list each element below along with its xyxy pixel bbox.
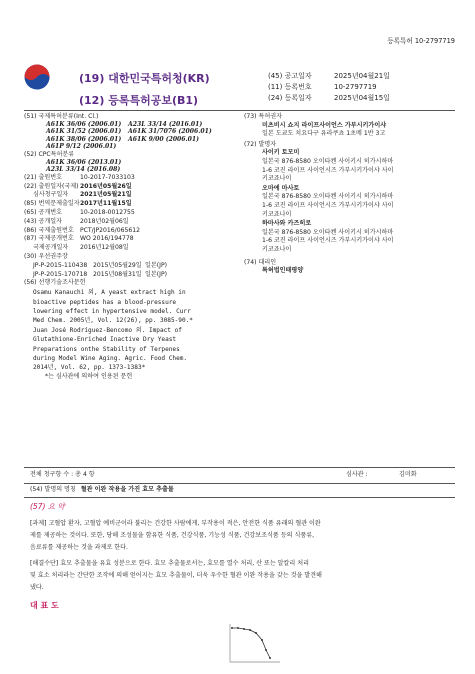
info-label: (45) 공고일자 (268, 72, 312, 80)
info-value: 2025년04월15일 (334, 94, 390, 102)
info-label: (11) 등록번호 (268, 83, 312, 91)
priority-label: (30) 우선권주장 (24, 252, 68, 260)
info-value: 10-2797719 (334, 83, 377, 91)
info-value: 2025년04월21일 (334, 72, 390, 80)
divider (24, 110, 455, 111)
inventor-name: 사이키 토모미 (262, 149, 300, 157)
publication-type: (12) 등록특허공보(B1) (79, 94, 199, 107)
representative-figure (224, 620, 284, 668)
divider (24, 467, 455, 468)
examiner-label: 심사관 : (346, 471, 368, 478)
info-label: (24) 등록일자 (268, 94, 312, 102)
inventor-name: 오마에 마사토 (262, 184, 300, 192)
representative-figure-heading: 대 표 도 (30, 601, 59, 610)
right-column: (73) 특허권자 미츠비시 쇼지 라이프사이언스 가부시키가이샤 일본 도쿄도 치요다구 유라쿠쵸 1초메 1반 3고 (72) 발명자 사이키 토모미 일본국 876-8580 오이타켄 사이키시 히가시하마 1-6 코진 라이프 사이언시즈 가부시키가이샤 사이 키코죠나이 오마에 마사토 일본국 876-8580 오이타켄 사이키시 히가시하마 1-6 코진 라이프 사이언시즈 가부시키가이샤 사이 키코죠나이 하마사와 카즈히로 일본국 876-8580 오이타켄 사이키시 히가시하마 1-6 코진 라이프 사이언시즈 가부시키가이샤 사이 키코죠나이 (74) 대리인 특허법인태평양 (244, 113, 456, 276)
patentee-label: (73) 특허권자 (244, 113, 282, 120)
abstract-task: [과제] 고혈압 환자, 고혈압 예비군이라 불리는 건강한 사람에게, 부작용이 적은, 안전한 식품 유래의 혈관 이완 제를 제공하는 것이다. 또한, 당해 조성물을 함유한 식품, 건강식품, 기능성 식품, 건강보조식품 등의 식품류, 음료류를 제공하는 것을 과제로 한다. (30, 520, 321, 551)
kipo-logo-icon (24, 64, 50, 90)
priority-claims: JP-P-2015-110438 2015년05월29일 일본(JP) JP-P-2015-170718 2015년08월31일 일본(JP) (33, 261, 167, 278)
office-name: (19) 대한민국특허청(KR) (79, 72, 210, 85)
registration-number-top: 등록특허 10-2797719 (387, 37, 455, 45)
inventor-label: (72) 발명자 (244, 140, 277, 148)
examiner-name: 김미화 (399, 471, 417, 478)
cpc-label: (52) CPC특허분류 (24, 150, 75, 158)
inventor-name: 하마사와 카즈히로 (262, 220, 312, 228)
application-fields: (21) 출원번호 10-2017-7033103 (22) 출원일자(국제)2016년05월26일 심사청구일자 2021년05월21일 (85) 번역문제출일자2017년11월15일 (65) 공개번호 10-2018-0012755 (43) 공개일자 2018년02월06일 (86) 국제출원번호 PCT/JP2016/065612 (87) 국제공개번호 WO 2016/194778 국제공개일자 2016년12월08일 (24, 173, 141, 252)
agent-name: 특허법인태평양 (262, 267, 304, 275)
invention-title (30, 486, 174, 494)
divider (24, 497, 455, 498)
header-info (268, 71, 390, 104)
title-value: 혈관 이완 작용을 가진 효모 추출물 (80, 486, 174, 493)
left-column: (51) 국제특허분류(Int. Cl.) A61K 36/06 (2006.01) A23L 33/14 (2016.01) A61K 31/52 (2006.01) A61K 31/7076 (2006.01) A61K 38/06 (2006.01) A61K 9/00 (2006.01) A61P 9/12 (2006.01) (52) CPC특허분류 A61K 36/06 (2013.01) A23L 33/14 (2016.08) (21) 출원번호 10-2017-7033103 (22) 출원일자(국제)2016년05월26일 심사청구일자 2021년05월21일 (85) 번역문제출일자2017년11월15일 (65) 공개번호 10-2018-0012755 (43) 공개일자 2018년02월06일 (86) 국제출원번호 PCT/JP2016/065612 (87) 국제공개번호 WO 2016/194778 국제공개일자 2016년12월08일 (30) 우선권주장 JP-P-2015-110438 2015년05월29일 일본(JP) JP-P-2015-170718 2015년08월31일 일본(JP) (56) 선행기술조사문헌 Osamu Kanauchi 외, A yeast extract high in bioactive peptides has a blood-pressure lowering effect in hypertensive model. Curr Med Chem. 2005년, Vol. 12(26), pp. 3085-90.* Juan José Rodríguez-Bencomo 외. Impact of Glutathione-Enriched Inactive Dry Yeast Preparations onthe Stability of Terpenes during Model Wine Aging. Agric. Food Chem. 2014년, Vol. 62, pp. 1373-1383* *는 심사관에 의하여 인용된 문헌 (24, 113, 244, 380)
patentee-name: 미츠비시 쇼지 라이프사이언스 가부시키가이샤 (262, 121, 387, 129)
prior-art-list: Osamu Kanauchi 외, A yeast extract high in bioactive peptides has a blood-pressure lowering effect in hypertensive model. Curr Med Chem. 2005년, Vol. 12(26), pp. 3085-90.* Juan José Rodríguez-Bencomo 외. Impact of Glutathione-Enriched Inactive Dry Yeast Preparations onthe Stability of Terpenes during Model Wine Aging. Agric. Food Chem. 2014년, Vol. 62, pp. 1373-1383* *는 심사관에 의하여 인용된 문헌 (33, 289, 193, 380)
patentee-address: 일본 도쿄도 치요다구 유라쿠쵸 1초메 1반 3고 (262, 130, 386, 138)
abstract-solution: [해결수단] 효모 추출물을 유효 성분으로 한다. 효모 추출물로서는, 효모를 열수 처리, 산 또는 알칼리 처리 및 효소 처리라는 간단한 조작에 의해 얻어지는 효모 추출물이, 더욱 우수한 혈관 이완 작용을 갖는 것을 발견해 냈다. (30, 560, 322, 591)
int-cl-label: (51) 국제특허분류(Int. Cl.) (24, 113, 99, 120)
divider (24, 483, 455, 484)
abstract-heading: (57) 요 약 (30, 502, 65, 511)
agent-label: (74) 대리인 (244, 258, 277, 266)
prior-art-label: (56) 선행기술조사문헌 (24, 279, 86, 287)
title-label: (54) 발명의 명칭 (30, 486, 76, 493)
total-claims: 전체 청구항 수 : 총 4 항 (30, 471, 95, 478)
